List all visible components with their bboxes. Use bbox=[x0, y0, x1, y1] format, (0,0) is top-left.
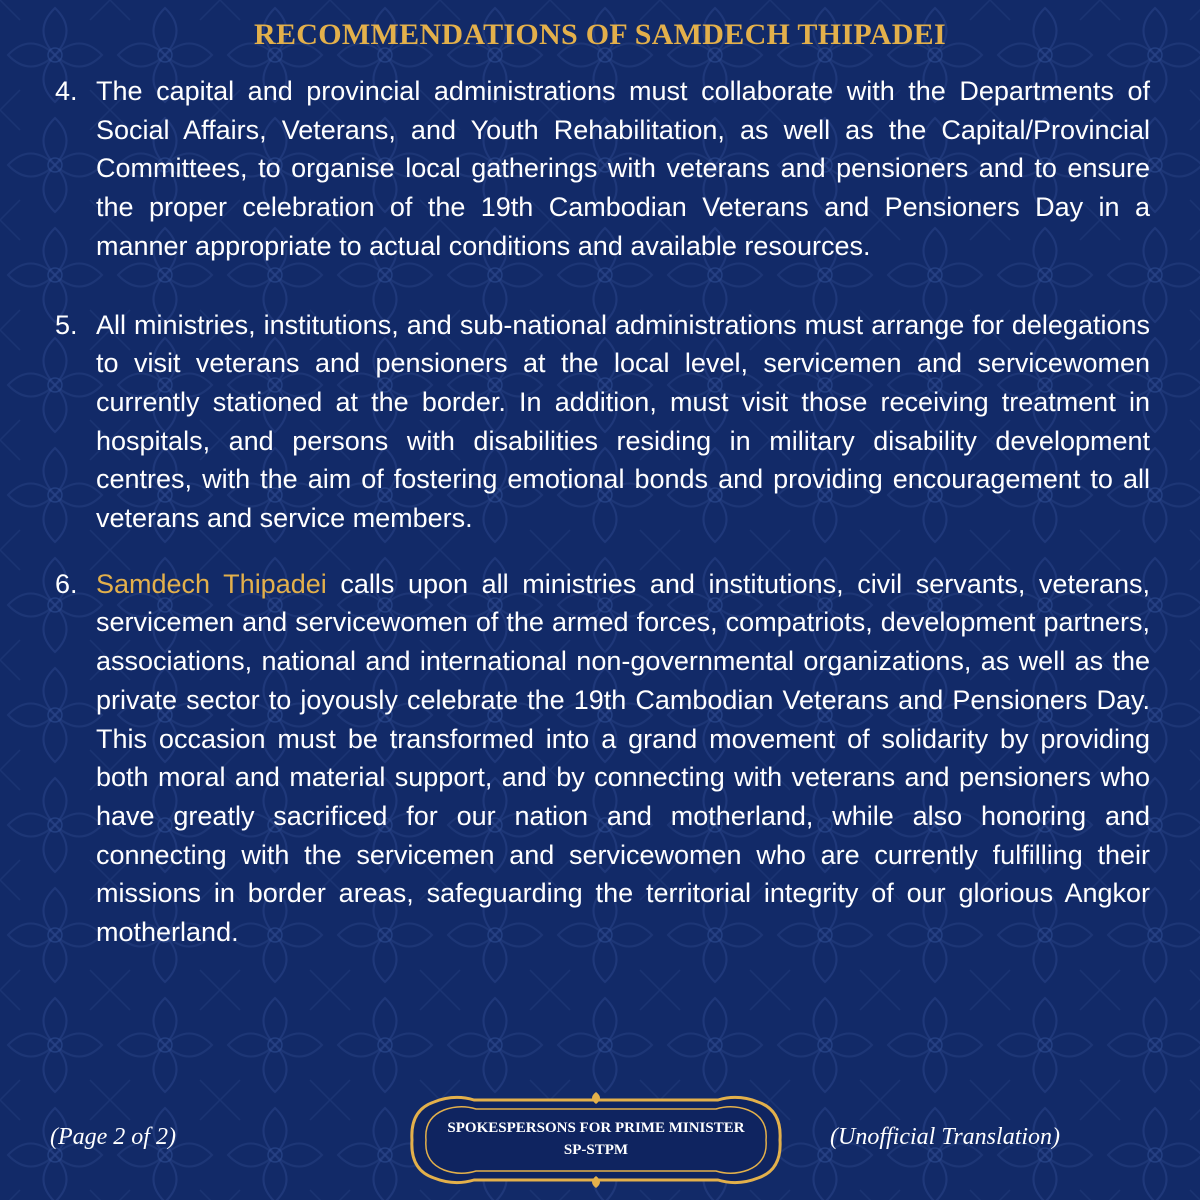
item-highlight: Samdech Thipadei bbox=[96, 568, 327, 599]
item-number: 4. bbox=[55, 76, 78, 106]
emblem-subtitle: SP-STPM bbox=[563, 1142, 629, 1158]
item-number: 6. bbox=[55, 568, 78, 599]
page-title: RECOMMENDATIONS OF SAMDECH THIPADEI bbox=[254, 18, 946, 51]
item-body: All ministries, institutions, and sub-national administrations must arrange for delegations to visit veterans and pensioners at the local level, servicemen and servicewomen currently stationed at the border. In addition, must visit those receiving treatment in hospitals, and persons with disabilities residing in military disability development centres, with the aim of fostering emotional bonds and providing encouragement to all veterans and service members. bbox=[96, 309, 1150, 534]
recommendations-list bbox=[55, 72, 1150, 952]
item-text bbox=[96, 306, 1150, 538]
list-item-4 bbox=[55, 72, 1150, 266]
item-text bbox=[96, 72, 1150, 266]
item-text bbox=[96, 565, 1150, 952]
item-body: The capital and provincial administrations must collaborate with the Departments of Social Affairs, Veterans, and Youth Rehabilitation, as well as the Capital/Provincial Committees, to organise local gatherings with veterans and pensioners and to ensure the proper celebration of the 19th Cambodian Veterans and Pensioners Day in a manner appropriate to actual conditions and available resources. bbox=[96, 76, 1150, 261]
page-indicator: (Page 2 of 2) bbox=[50, 1124, 176, 1150]
list-item-6 bbox=[55, 565, 1150, 952]
spokespersons-emblem bbox=[404, 1090, 788, 1190]
item-body: calls upon all ministries and institutions, civil servants, veterans, servicemen and servicewomen of the armed forces, compatriots, development partners, associations, national and international non-governmental organizations, as well as the private sector to joyously celebrate the 19th Cambodian Veterans and Pensioners Day. This occasion must be transformed into a grand movement of solidarity by providing both moral and material support, and by connecting with veterans and pensioners who have greatly sacrificed for our nation and motherland, while also honoring and connecting with the servicemen and servicewomen who are currently fulfilling their missions in border areas, safeguarding the territorial integrity of our glorious Angkor motherland. bbox=[96, 568, 1150, 948]
item-number: 5. bbox=[55, 309, 78, 340]
emblem-title: SPOKESPERSONS FOR PRIME MINISTER bbox=[447, 1120, 745, 1136]
emblem-frame-icon bbox=[404, 1090, 788, 1190]
translation-note: (Unofficial Translation) bbox=[830, 1124, 1061, 1150]
list-item-5 bbox=[55, 306, 1150, 538]
